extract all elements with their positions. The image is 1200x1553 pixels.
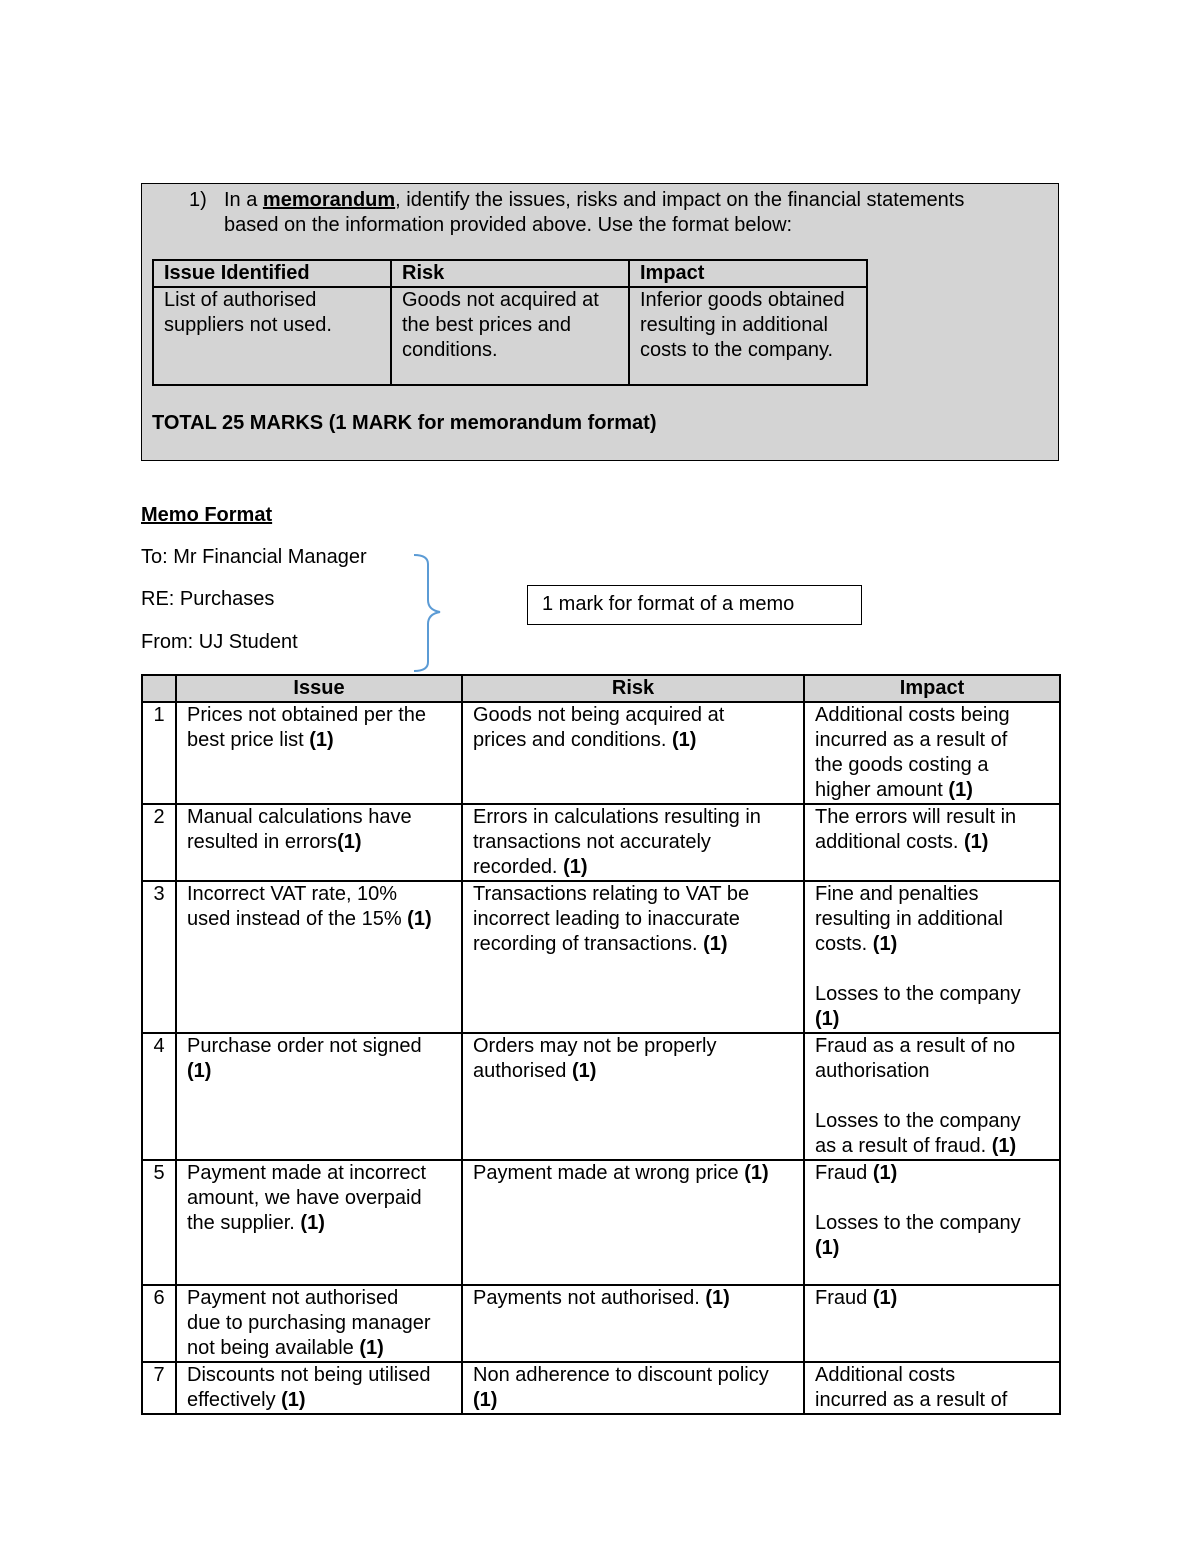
table-row	[142, 1362, 1060, 1414]
cell-text-line: the supplier. (1)	[187, 1212, 325, 1234]
answer-table	[141, 674, 1061, 1415]
cell-text-line: Additional costs being	[815, 704, 1010, 726]
cell-text-line: Non adherence to discount policy	[473, 1364, 769, 1386]
format-table	[152, 259, 868, 386]
answer-table-header	[142, 675, 1060, 702]
mark-allocation: (1)	[872, 1287, 898, 1309]
total-marks: TOTAL 25 MARKS (1 MARK for memorandum format)	[152, 412, 657, 434]
table-row	[142, 1160, 1060, 1285]
cell-risk	[462, 702, 804, 804]
cell-impact	[804, 702, 1060, 804]
mark-allocation: (1)	[991, 1135, 1017, 1157]
cell-text-line: prices and conditions. (1)	[473, 729, 697, 751]
cell-text-line: best price list (1)	[187, 729, 334, 751]
cell-text-line: used instead of the 15% (1)	[187, 908, 432, 930]
format-header-risk: Risk	[391, 260, 629, 287]
question-line-1-after: , identify the issues, risks and impact on the financial statements	[395, 189, 965, 211]
cell-text-line: Discounts not being utilised	[187, 1364, 431, 1386]
cell-text-line: Payment made at wrong price (1)	[473, 1162, 769, 1184]
mark-allocation: (1)	[703, 933, 728, 955]
blank-line	[815, 1186, 1049, 1211]
cell-text-line: higher amount (1)	[815, 779, 973, 801]
memo-from: From: UJ Student	[141, 631, 298, 653]
blank-line	[815, 1084, 1049, 1109]
cell-text-line: additional costs. (1)	[815, 831, 989, 853]
mark-allocation: (1)	[563, 856, 588, 878]
cell-text-line: effectively (1)	[187, 1389, 306, 1411]
format-cell-impact: Inferior goods obtained resulting in additional costs to the company.	[629, 287, 867, 385]
cell-issue	[176, 1362, 462, 1414]
cell-risk	[462, 1160, 804, 1285]
question-number: 1)	[189, 189, 207, 211]
cell-text-line: costs. (1)	[815, 933, 898, 955]
brace-icon	[410, 552, 446, 674]
cell-text-line: Incorrect VAT rate, 10%	[187, 883, 398, 905]
cell-text-line: Payment not authorised	[187, 1287, 399, 1309]
cell-text-line: Fraud (1)	[815, 1287, 898, 1309]
cell-risk	[462, 881, 804, 1033]
mark-allocation: (1)	[309, 729, 334, 751]
cell-text-line: resulted in errors(1)	[187, 831, 362, 853]
mark-allocation: (1)	[571, 1060, 597, 1082]
cell-impact	[804, 881, 1060, 1033]
row-number: 1	[142, 702, 176, 804]
mark-allocation: (1)	[705, 1287, 730, 1309]
cell-text-line	[473, 1388, 793, 1413]
mark-allocation: (1)	[300, 1212, 325, 1234]
mark-allocation: (1)	[815, 1237, 840, 1259]
cell-text-line: not being available (1)	[187, 1337, 384, 1359]
cell-text-line: Payments not authorised. (1)	[473, 1287, 730, 1309]
cell-text-line: incorrect leading to inaccurate	[473, 908, 740, 930]
cell-text-line	[815, 1236, 1049, 1261]
row-number: 5	[142, 1160, 176, 1285]
cell-impact	[804, 1033, 1060, 1160]
cell-issue	[176, 804, 462, 881]
mark-allocation: (1)	[281, 1389, 306, 1411]
cell-text-line: Fraud (1)	[815, 1162, 898, 1184]
table-row	[142, 881, 1060, 1033]
mark-allocation: (1)	[963, 831, 989, 853]
mark-allocation: (1)	[948, 779, 973, 801]
cell-text-line: Losses to the company	[815, 983, 1021, 1005]
cell-impact	[804, 1285, 1060, 1362]
cell-text-line: Purchase order not signed	[187, 1035, 422, 1057]
cell-text-line: incurred as a result of	[815, 1389, 1008, 1411]
cell-text-line: incurred as a result of	[815, 729, 1008, 751]
header-issue: Issue	[176, 675, 462, 702]
cell-text-line	[187, 1059, 451, 1084]
cell-text-line: Payment made at incorrect	[187, 1162, 426, 1184]
cell-text-line: recorded. (1)	[473, 856, 588, 878]
mark-allocation: (1)	[473, 1389, 498, 1411]
cell-issue	[176, 1160, 462, 1285]
header-impact: Impact	[804, 675, 1060, 702]
cell-issue	[176, 702, 462, 804]
table-row	[142, 1033, 1060, 1160]
cell-text-line: Errors in calculations resulting in	[473, 806, 761, 828]
row-number: 4	[142, 1033, 176, 1160]
cell-text-line: authorised (1)	[473, 1060, 597, 1082]
cell-text-line: Losses to the company	[815, 1110, 1021, 1132]
cell-text-line: authorisation	[815, 1060, 930, 1082]
cell-text-line: resulting in additional	[815, 908, 1003, 930]
row-number: 7	[142, 1362, 176, 1414]
format-header-issue: Issue Identified	[153, 260, 391, 287]
cell-risk	[462, 1033, 804, 1160]
mark-allocation: (1)	[337, 831, 362, 853]
format-cell-issue: List of authorised suppliers not used.	[153, 287, 391, 385]
cell-text-line: as a result of fraud. (1)	[815, 1135, 1017, 1157]
cell-risk	[462, 1362, 804, 1414]
question-line-1-before: In a	[224, 189, 263, 211]
cell-text-line: transactions not accurately	[473, 831, 711, 853]
header-risk: Risk	[462, 675, 804, 702]
memo-heading: Memo Format	[141, 504, 273, 526]
blank-line	[815, 957, 1049, 982]
cell-text-line: Losses to the company	[815, 1212, 1021, 1234]
memo-mark-note: 1 mark for format of a memo	[527, 585, 862, 625]
table-row	[142, 804, 1060, 881]
table-row	[142, 1285, 1060, 1362]
cell-text-line: Orders may not be properly	[473, 1035, 717, 1057]
mark-allocation: (1)	[872, 1162, 898, 1184]
cell-text-line: Fraud as a result of no	[815, 1035, 1016, 1057]
cell-issue	[176, 1285, 462, 1362]
mark-allocation: (1)	[872, 933, 898, 955]
cell-impact	[804, 804, 1060, 881]
row-number: 3	[142, 881, 176, 1033]
cell-text-line	[815, 1007, 1049, 1032]
question-keyword: memorandum	[262, 189, 396, 211]
cell-impact	[804, 1362, 1060, 1414]
cell-issue	[176, 1033, 462, 1160]
cell-issue	[176, 881, 462, 1033]
cell-text-line: Goods not being acquired at	[473, 704, 725, 726]
mark-allocation: (1)	[359, 1337, 384, 1359]
header-number	[142, 675, 176, 702]
question-line-2: based on the information provided above. Use the format below:	[224, 214, 793, 236]
format-cell-risk: Goods not acquired at the best prices and conditions.	[391, 287, 629, 385]
cell-text-line: Additional costs	[815, 1364, 956, 1386]
cell-text-line: Transactions relating to VAT be	[473, 883, 750, 905]
format-header-impact: Impact	[629, 260, 867, 287]
cell-text-line: The errors will result in	[815, 806, 1017, 828]
memo-to: To: Mr Financial Manager	[141, 546, 367, 568]
mark-allocation: (1)	[407, 908, 432, 930]
cell-text-line: amount, we have overpaid	[187, 1187, 422, 1209]
cell-risk	[462, 1285, 804, 1362]
cell-text-line: Manual calculations have	[187, 806, 412, 828]
table-row	[142, 702, 1060, 804]
row-number: 6	[142, 1285, 176, 1362]
row-number: 2	[142, 804, 176, 881]
question-box	[141, 183, 1059, 461]
cell-text-line: the goods costing a	[815, 754, 989, 776]
memo-re: RE: Purchases	[141, 588, 275, 610]
question-line-1	[224, 188, 964, 213]
cell-text-line: recording of transactions. (1)	[473, 933, 728, 955]
cell-text-line: due to purchasing manager	[187, 1312, 431, 1334]
mark-allocation: (1)	[187, 1060, 212, 1082]
mark-allocation: (1)	[672, 729, 697, 751]
mark-allocation: (1)	[815, 1008, 840, 1030]
cell-text-line: Prices not obtained per the	[187, 704, 427, 726]
mark-allocation: (1)	[744, 1162, 769, 1184]
cell-impact	[804, 1160, 1060, 1285]
cell-risk	[462, 804, 804, 881]
format-example-row	[153, 287, 867, 385]
cell-text-line: Fine and penalties	[815, 883, 979, 905]
